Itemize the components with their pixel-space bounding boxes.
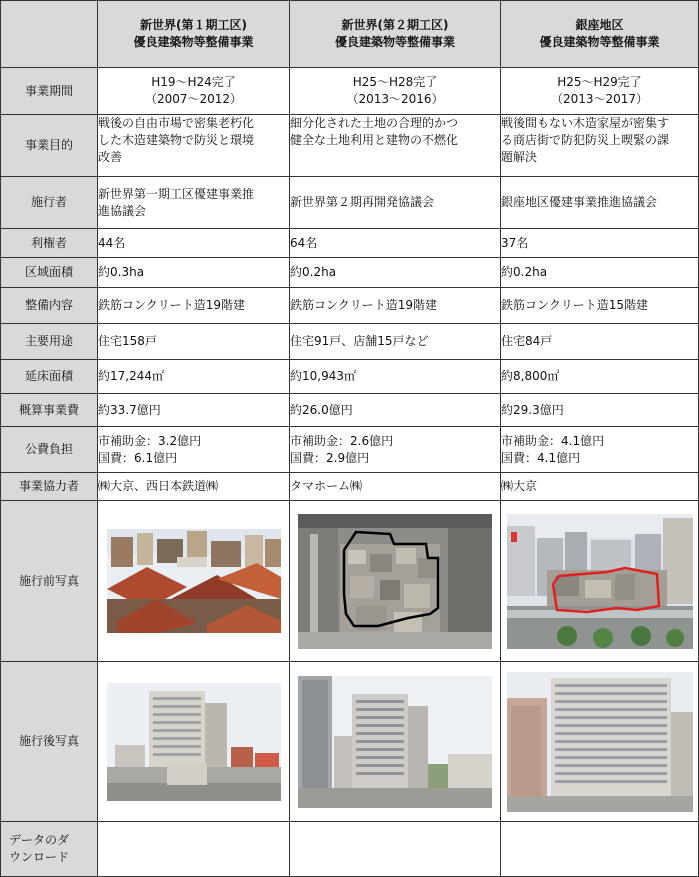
subsidy-line: 市補助金：2.6億円 (290, 433, 394, 448)
label-use: 主要用途 (1, 324, 98, 360)
floor-cell: 約17,244㎡ (98, 360, 290, 394)
label-operator: 施行者 (1, 177, 98, 229)
download-label-line1: データのダ (9, 833, 70, 847)
subsidy-line: 市補助金：3.2億円 (98, 433, 202, 448)
use-cell: 住宅91戸、店舗15戸など (290, 324, 501, 360)
row-partner (1, 473, 699, 501)
purpose-line: 戦後の自由市場で密集老朽化 (98, 116, 255, 130)
operator-cell (501, 177, 699, 229)
period-years: （2013〜2016） (346, 92, 444, 106)
header-project-3-line2: 優良建築物等整備事業 (539, 35, 660, 49)
national-line: 国費：4.1億円 (501, 450, 581, 465)
area-cell: 約0.2ha (501, 258, 699, 288)
before-photo-2 (298, 514, 492, 649)
area-cell: 約0.2ha (290, 258, 501, 288)
row-public (1, 427, 699, 473)
header-project-1 (98, 1, 290, 68)
cost-cell: 約33.7億円 (98, 394, 290, 427)
header-row (1, 1, 699, 68)
row-cost (1, 394, 699, 427)
header-corner (1, 1, 98, 68)
before-photo-3 (507, 514, 693, 649)
construction-cell: 鉄筋コンクリート造19階建 (98, 288, 290, 324)
partner-cell: タマホーム㈱ (290, 473, 501, 501)
period-text: H19〜H24完了 (151, 75, 236, 89)
label-before: 施行前写真 (1, 501, 98, 662)
header-project-2 (290, 1, 501, 68)
partner-cell: ㈱大京、西日本鉄道㈱ (98, 473, 290, 501)
header-project-3-line1: 銀座地区 (575, 18, 624, 32)
period-text: H25〜H29完了 (557, 75, 642, 89)
purpose-line: 題解決 (501, 150, 538, 164)
header-project-1-line2: 優良建築物等整備事業 (133, 35, 254, 49)
purpose-cell (501, 115, 699, 177)
operator-line: 銀座地区優建事業推進協議会 (501, 195, 658, 209)
rights-cell: 37名 (501, 229, 699, 258)
use-cell: 住宅158戸 (98, 324, 290, 360)
header-project-3 (501, 1, 699, 68)
construction-cell: 鉄筋コンクリート造15階建 (501, 288, 699, 324)
label-public: 公費負担 (1, 427, 98, 473)
operator-line: 新世界第一期工区優建事業推 (98, 186, 255, 201)
label-purpose: 事業目的 (1, 115, 98, 177)
label-cost: 概算事業費 (1, 394, 98, 427)
after-photo-cell (98, 662, 290, 822)
before-photo-cell (501, 501, 699, 662)
before-photo-cell (290, 501, 501, 662)
row-purpose (1, 115, 699, 177)
download-label-line2: ウンロード (9, 850, 70, 864)
cost-cell: 約29.3億円 (501, 394, 699, 427)
period-cell (501, 68, 699, 115)
after-photo-2 (298, 676, 492, 808)
period-text: H25〜H28完了 (352, 75, 438, 89)
construction-cell: 鉄筋コンクリート造19階建 (290, 288, 501, 324)
header-project-2-line1: 新世界(第２期工区) (341, 18, 449, 32)
cost-cell: 約26.0億円 (290, 394, 501, 427)
header-project-2-line2: 優良建築物等整備事業 (334, 35, 455, 49)
row-rights (1, 229, 699, 258)
row-floor (1, 360, 699, 394)
label-after: 施行後写真 (1, 662, 98, 822)
download-cell (98, 822, 290, 877)
download-cell (290, 822, 501, 877)
public-cell (290, 427, 501, 473)
label-partner: 事業協力者 (1, 473, 98, 501)
before-photo-cell (98, 501, 290, 662)
after-photo-3 (507, 672, 693, 812)
operator-line: 新世界第２期再開発協議会 (290, 195, 435, 209)
purpose-line: 改善 (98, 150, 123, 164)
row-operator (1, 177, 699, 229)
period-cell (290, 68, 501, 115)
operator-cell (290, 177, 501, 229)
purpose-line: る商店街で防犯防災上喫緊の課 (501, 133, 670, 147)
before-photo-1 (107, 529, 281, 633)
period-years: （2013〜2017） (550, 92, 649, 106)
download-cell (501, 822, 699, 877)
row-area (1, 258, 699, 288)
national-line: 国費：6.1億円 (98, 450, 178, 465)
label-download (1, 822, 98, 877)
after-photo-1 (107, 683, 281, 801)
label-construction: 整備内容 (1, 288, 98, 324)
partner-cell: ㈱大京 (501, 473, 699, 501)
after-photo-cell (290, 662, 501, 822)
label-floor: 延床面積 (1, 360, 98, 394)
row-download (1, 822, 699, 877)
row-construction (1, 288, 699, 324)
subsidy-line: 市補助金：4.1億円 (501, 433, 605, 448)
row-after-photos (1, 662, 699, 822)
row-period (1, 68, 699, 115)
label-period: 事業期間 (1, 68, 98, 115)
after-photo-cell (501, 662, 699, 822)
purpose-line: 健全な土地利用と建物の不燃化 (290, 133, 459, 147)
operator-line: 進協議会 (98, 203, 147, 218)
area-cell: 約0.3ha (98, 258, 290, 288)
period-cell (98, 68, 290, 115)
floor-cell: 約8,800㎡ (501, 360, 699, 394)
label-rights: 利権者 (1, 229, 98, 258)
header-project-1-line1: 新世界(第１期工区) (140, 18, 247, 32)
purpose-line: した木造建築物で防災と環境 (98, 133, 255, 147)
operator-cell (98, 177, 290, 229)
national-line: 国費：2.9億円 (290, 450, 370, 465)
label-area: 区域面積 (1, 258, 98, 288)
rights-cell: 44名 (98, 229, 290, 258)
purpose-cell (98, 115, 290, 177)
use-cell: 住宅84戸 (501, 324, 699, 360)
rights-cell: 64名 (290, 229, 501, 258)
public-cell (98, 427, 290, 473)
period-years: （2007〜2012） (144, 92, 243, 106)
purpose-line: 細分化された土地の合理的かつ (290, 116, 459, 130)
purpose-cell (290, 115, 501, 177)
row-use (1, 324, 699, 360)
floor-cell: 約10,943㎡ (290, 360, 501, 394)
purpose-line: 戦後間もない木造家屋が密集す (501, 116, 670, 130)
row-before-photos (1, 501, 699, 662)
public-cell (501, 427, 699, 473)
